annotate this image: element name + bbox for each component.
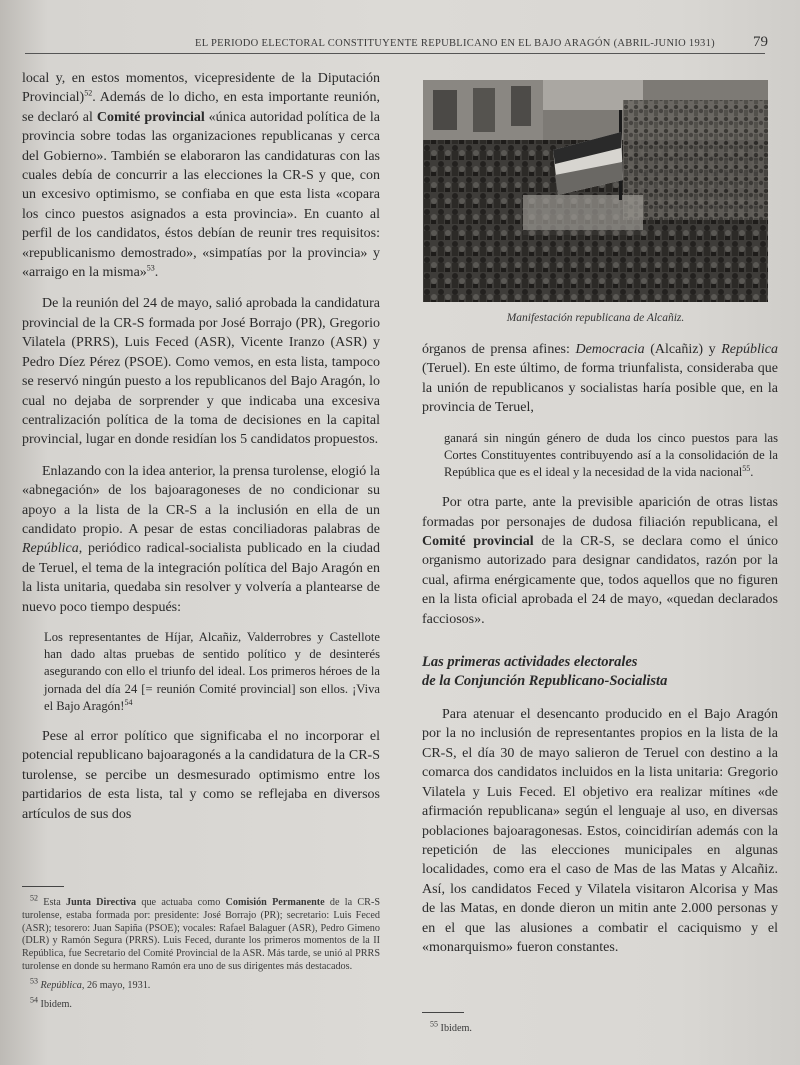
paragraph: Enlazando con la idea anterior, la prensa turolense, elogió la «abnegación» de los bajoaragoneses de no condicionar su apoyo a la lista de la CR-S a la inclusión en ella de un candidato propio. A pesar de estas conciliadoras palabras de República, periódico radical-socialista publicado en la ciudad de Teruel, el tema de la integración política del Bajo Aragón en la lista unitaria, quedaba sin resolver y volvería a plantearse de nuevo poco tiempo después: bbox=[22, 463, 380, 615]
photo-caption: Manifestación republicana de Alcañiz. bbox=[506, 312, 685, 324]
paragraph: local y, en estos momentos, vicepresidente de la Diputación Provincial)$^{52}$. Además de lo dicho, en esta importante reunión, se declaró al Comité provincial «única autoridad política de la provincia sobre todas las organizaciones republicanas y cerca del Gobierno». También se elaboraron las candidaturas con las cuales debía de concurrir a las elecciones la CR-S y que, con un excesivo optimismo, se confiaba en que esta lista «copara los cinco puestos asignados a esta provincia». En cuanto al perfil de los candidatos, éstos debían de reunir tres requisitos: «republicanismo demostrado», «simpatías por la provincia» y «arraigo en la misma»$^{53}$. bbox=[22, 71, 380, 281]
crowd-photo bbox=[423, 80, 768, 302]
footnote-ref: 52 bbox=[84, 88, 93, 98]
footnote-rule bbox=[422, 1012, 464, 1013]
section-heading: Las primeras actividades electorales de la Conjunción Republicano-Socialista bbox=[422, 654, 668, 690]
paragraph: Para atenuar el desencanto producido en el Bajo Aragón por la no inclusión de representantes propios en la lista de la CR-S, el día 30 de mayo salieron de Teruel con destino a la comarca dos candidatos incluidos en la lista unitaria: Gregorio Vilatela y Luis Feced. El objetivo era realizar mítines «de afirmación republicana» según el lenguaje al uso, en diversas poblaciones bajoaragonesas. Estos, coincidirían además con la repetición de las elecciones municipales en algunas localidades, como era el caso de Mas de las Matas y Alcañiz. Así, los candidatos Feced y Vilatela visitaron Alcorisa y Mas de las Matas, en donde dieron un mitin ante 2.000 personas y en el que las alusiones a combatir el caciquismo y el «monarquismo» fueron constantes. bbox=[422, 707, 778, 955]
right-column bbox=[422, 340, 778, 969]
footnotes-left bbox=[22, 886, 380, 1017]
block-quote: ganará sin ningún género de duda los cinco puestos para las Cortes Constituyentes contribuyendo así a la consolidación de la República que es el ideal y la necesidad de la vida nacional$^{55}$. bbox=[444, 430, 778, 480]
footnote-ref: 55 bbox=[742, 463, 751, 473]
footnote-rule bbox=[22, 886, 64, 887]
paragraph: De la reunión del 24 de mayo, salió aprobada la candidatura provincial de la CR-S formada por José Borrajo (PR), Gregorio Vilatela (PRRS), Luis Feced (ASR), Vicente Iranzo (ASR) y Pedro Díez Pérez (PSOE). Como vemos, en esta lista, tampoco se reservó ningún puesto a los republicanos del Bajo Aragón, lo cual no dejaba de sorprender y que indicaba una excesiva centralización política de la toma de decisiones en la capital provincial, lugar en donde residían los 5 candidatos propuestos. bbox=[22, 296, 380, 448]
page-number: 79 bbox=[753, 34, 768, 50]
left-column bbox=[22, 69, 380, 836]
footnote: $^{53}$ República, 26 mayo, 1931. bbox=[30, 976, 151, 991]
footnote: $^{54}$ Ibidem. bbox=[30, 995, 72, 1010]
footnote-ref: 54 bbox=[124, 697, 133, 707]
running-header bbox=[25, 30, 785, 56]
footnote: $^{52}$ Esta Junta Directiva que actuaba como Comisión Permanente de la CR-S turolense, estaba formada por: presidente: José Borrajo (PR); secretario: Luis Feced (ASR); tesorero: Juan Sapiña (PSOE); vocales: Rafael Balaguer (ASR), Pedro Gimeno (DLR) y Ramón Segura (PRRS). Luis Feced, durante los primeros momentos de la II República, fue Secretario del Comité Provincial de la ASR. Más tarde, se unió al PRRS turolense en donde su hermano Ramón era uno de sus dirigentes más destacados. bbox=[22, 893, 380, 972]
block-quote: Los representantes de Híjar, Alcañiz, Valderrobres y Castellote han dado altas pruebas de sentido político y de desinterés asegurando con ello el triunfo del ideal. Los primeros héroes de la jornada del día 24 [= reunión Comité provincial] son ellos. ¡Viva el Bajo Aragón!$^{54}$ bbox=[44, 629, 380, 713]
header-rule bbox=[25, 53, 765, 54]
footnote-ref: 53 bbox=[146, 263, 155, 273]
paragraph: Por otra parte, ante la previsible aparición de otras listas formadas por personajes de dudosa filiación republicana, el Comité provincial de la CR-S, se declara como el único organismo autorizado para designar candidatos, razón por la cual, afirma enérgicamente que, todos aquellos que no figuren en la lista oficial aprobada el 24 de mayo, «quedan declarados facciosos». bbox=[422, 495, 778, 627]
photograph bbox=[423, 80, 768, 302]
footnotes-right bbox=[422, 1012, 778, 1036]
paragraph: Pese al error político que significaba el no incorporar el potencial republicano bajoaragonés a la candidatura de la CR-S turolense, se percibe un desmesurado optimismo entre los partidarios de esta lista, tal y como se reflejaba en diversos artículos de sus dos bbox=[22, 728, 380, 822]
running-header-title: EL PERIODO ELECTORAL CONSTITUYENTE REPUBLICANO EN EL BAJO ARAGÓN (ABRIL-JUNIO 1931) bbox=[195, 38, 715, 49]
footnote: $^{55}$ Ibidem. bbox=[430, 1019, 472, 1034]
paragraph: órganos de prensa afines: Democracia (Alcañiz) y República (Teruel). En este último, de forma triunfalista, consideraba que la unión de republicanos y socialistas haría posible que, en la provincia de Teruel, bbox=[422, 342, 779, 416]
